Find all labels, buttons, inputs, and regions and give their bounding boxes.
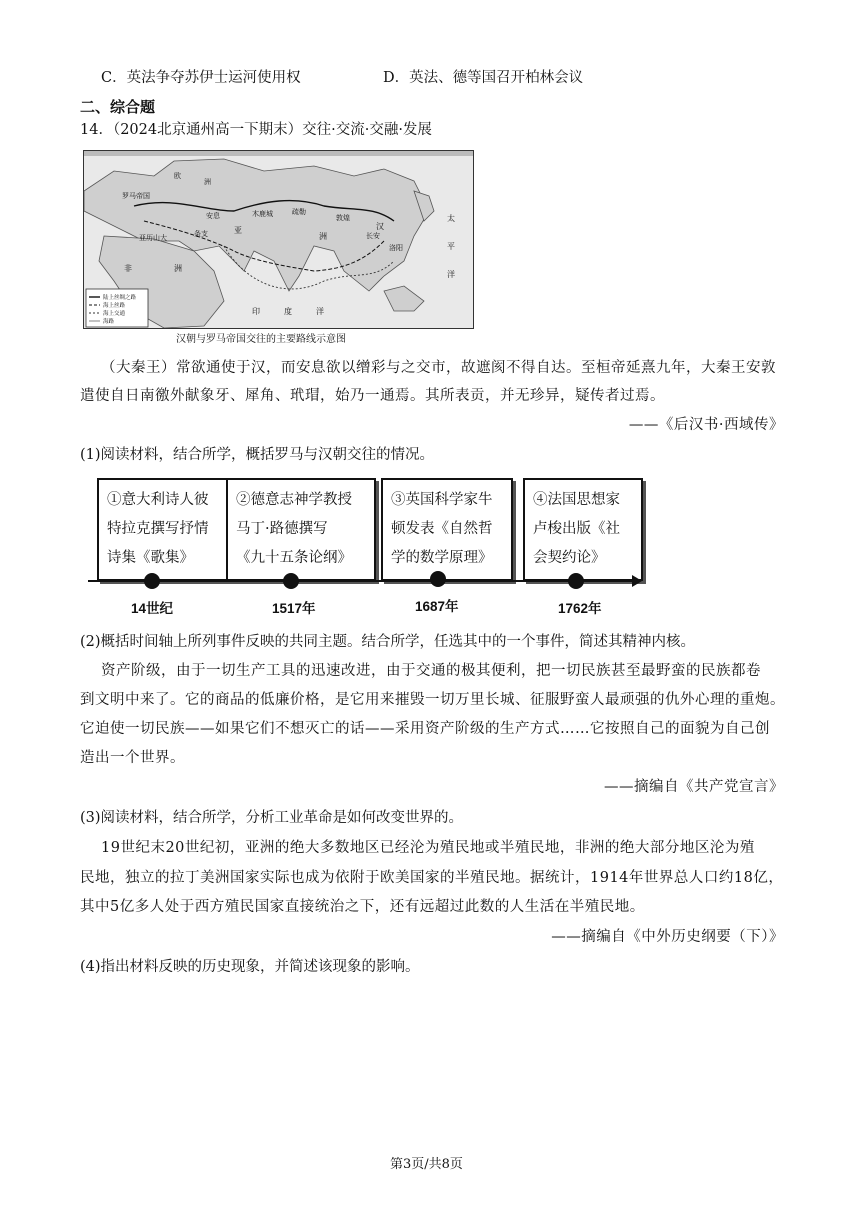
passage1-line-1: （大秦王）常欲通使于汉，而安息欲以缯彩与之交市，故遮阂不得自达。至桓帝延熹九年，大秦王安敦 [101, 360, 776, 376]
event-1-line-3: 诗集《歌集》 [107, 550, 194, 566]
map-label-indian-3: 洋 [316, 307, 324, 316]
timeline-year-4: 1762年 [558, 601, 602, 616]
map-label-africa-2: 洲 [174, 264, 182, 273]
timeline-dot-4 [568, 573, 584, 589]
event-1-line-1: ①意大利诗人彼 [107, 492, 209, 508]
passage1-source: ——《后汉书·西域传》 [628, 417, 784, 433]
passage2-line-2: 到文明中来了。它的商品的低廉价格，是它用来摧毁一切万里长城、征服野蛮人最顽强的仇外心理的重炮。 [80, 692, 785, 708]
timeline-dot-3 [430, 571, 446, 587]
timeline-dot-2 [283, 573, 299, 589]
map-label-luoyang: 洛阳 [389, 245, 403, 252]
passage2-line-4: 造出一个世界。 [80, 750, 185, 766]
map-caption: 汉朝与罗马帝国交往的主要路线示意图 [176, 334, 346, 345]
map-label-mulu: 木鹿城 [252, 211, 273, 218]
event-4-line-3: 会契约论》 [533, 550, 606, 566]
legend-item-3: 海上交通 [103, 311, 126, 317]
map-label-africa: 非 [124, 264, 132, 273]
event-4-line-1: ④法国思想家 [533, 492, 620, 508]
timeline-axis [88, 580, 636, 582]
map-label-changan: 长安 [366, 233, 380, 240]
passage1-line-2: 遣使自日南徼外献象牙、犀角、玳瑁，始乃一通焉。其所表贡，并无珍异，疑传者过焉。 [80, 388, 665, 404]
event-3-line-1: ③英国科学家牛 [391, 492, 493, 508]
event-2-line-3: 《九十五条论纲》 [236, 550, 352, 566]
passage3-line-3: 其中5亿多人处于西方殖民国家直接统治之下，还有远超过此数的人生活在半殖民地。 [80, 899, 645, 915]
map-label-pacific-1: 太 [447, 214, 455, 223]
timeline-year-1: 14世纪 [131, 601, 174, 616]
question-3: (3)阅读材料，结合所学，分析工业革命是如何改变世界的。 [80, 810, 464, 826]
map-label-indian-2: 度 [284, 307, 292, 316]
event-4-line-2: 卢梭出版《社 [533, 521, 620, 537]
event-2-line-2: 马丁·路德撰写 [236, 521, 328, 537]
map-label-europe: 欧 [174, 173, 181, 180]
map-label-asia: 亚 [234, 226, 242, 235]
timeline-dot-1 [144, 573, 160, 589]
route-map [83, 150, 474, 329]
question-1: (1)阅读材料，结合所学，概括罗马与汉朝交往的情况。 [80, 447, 435, 463]
map-label-alexandria: 亚历山大 [139, 235, 167, 242]
map-label-shule: 疏勒 [292, 209, 306, 216]
event-3-line-2: 顿发表《自然哲 [391, 521, 493, 537]
question-4: (4)指出材料反映的历史现象，并简述该现象的影响。 [80, 959, 420, 975]
option-c: C．英法争夺苏伊士运河使用权 [101, 70, 301, 86]
axis-arrow-icon [632, 575, 642, 587]
event-2-line-1: ②德意志神学教授 [236, 492, 352, 508]
timeline-event-1 [97, 478, 229, 581]
event-3-line-3: 学的数学原理》 [391, 550, 493, 566]
passage2-source: ——摘编自《共产党宣言》 [604, 779, 784, 795]
timeline-event-2 [226, 478, 376, 581]
map-label-pacific-3: 洋 [447, 270, 455, 279]
page-footer: 第3页/共8页 [390, 1157, 463, 1172]
map-label-tiaozhi: 条支 [194, 231, 208, 238]
timeline-year-3: 1687年 [415, 599, 459, 614]
passage2-line-3: 它迫使一切民族——如果它们不想灭亡的话——采用资产阶级的生产方式……它按照自己的面貌为自己创 [80, 721, 770, 737]
passage3-source: ——摘编自《中外历史纲要（下）》 [551, 929, 784, 945]
passage3-line-1: 19世纪末20世纪初，亚洲的绝大多数地区已经沦为殖民地或半殖民地，非洲的绝大部分地区沦为殖 [101, 840, 755, 856]
map-label-europe-2: 洲 [204, 179, 211, 186]
legend-item-4: 海路 [103, 319, 115, 325]
passage2-line-1: 资产阶级，由于一切生产工具的迅速改进，由于交通的极其便利，把一切民族甚至最野蛮的民族都卷 [101, 663, 761, 679]
option-d: D．英法、德等国召开柏林会议 [383, 70, 584, 86]
map-label-pacific-2: 平 [447, 242, 455, 251]
event-1-line-2: 特拉克撰写抒情 [107, 521, 209, 537]
timeline-year-2: 1517年 [272, 601, 316, 616]
passage3-line-2: 民地，独立的拉丁美洲国家实际也成为依附于欧美国家的半殖民地。据统计，1914年世界总人口约18亿， [80, 870, 784, 886]
map-label-dunhuang: 敦煌 [336, 215, 350, 222]
map-label-rome: 罗马帝国 [122, 193, 150, 200]
legend-item-2: 海上丝路 [103, 303, 126, 309]
map-label-anxi: 安息 [206, 213, 220, 220]
map-label-han: 汉 [376, 222, 384, 231]
question-2: (2)概括时间轴上所列事件反映的共同主题。结合所学，任选其中的一个事件，简述其精神内核。 [80, 634, 696, 650]
section-title: 二、综合题 [80, 99, 156, 116]
map-label-indian-1: 印 [252, 307, 260, 316]
question-header: 14．（2024北京通州高一下期末）交往·交流·交融·发展 [80, 122, 432, 138]
timeline-event-3 [381, 478, 513, 581]
timeline-event-4 [523, 478, 643, 581]
legend-item-1: 陆上丝绸之路 [103, 295, 137, 301]
map-label-zhou: 洲 [319, 232, 327, 241]
